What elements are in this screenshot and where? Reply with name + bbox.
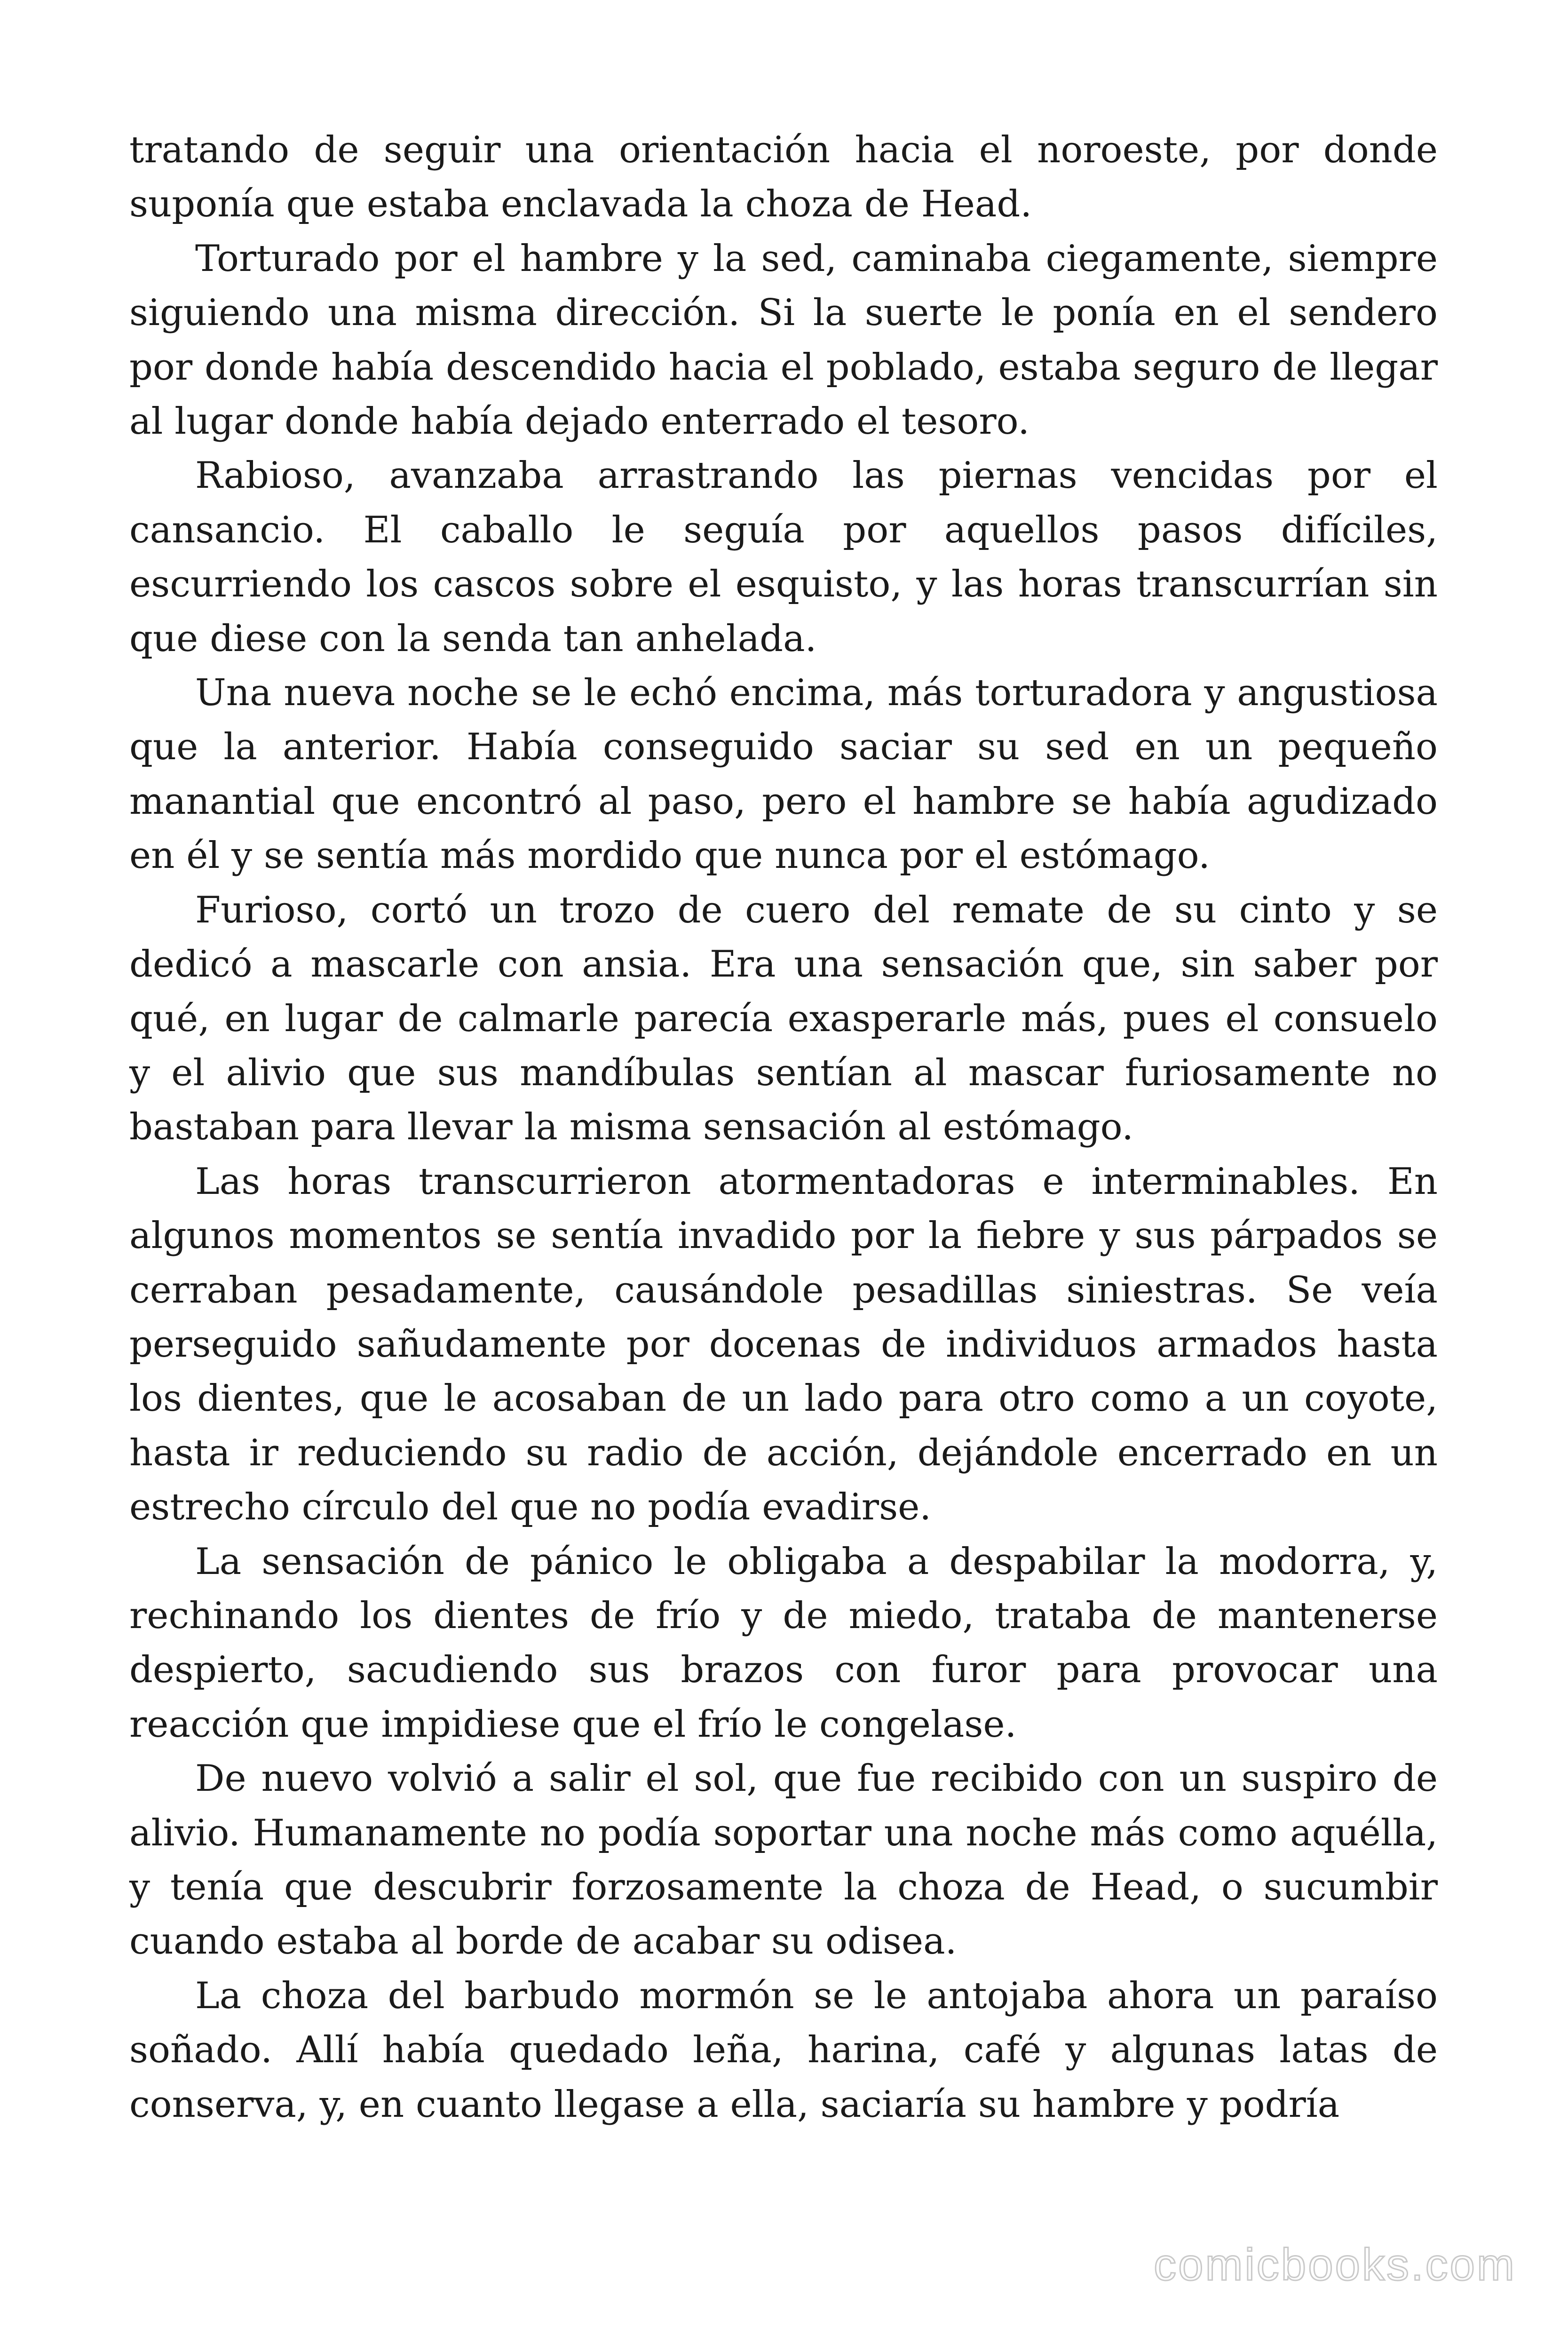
paragraph-3: Rabioso, avanzaba arrastrando las piernas vencidas por el cansancio. El caballo le seguía por aquellos pasos difíciles, escurriendo los cascos sobre el esquisto, y las horas transcurrían sin que diese con la senda tan anhelada. bbox=[129, 454, 1438, 660]
paragraph-1: tratando de seguir una orientación hacia el noroeste, por donde suponía que estaba enclavada la choza de Head. bbox=[129, 129, 1438, 226]
watermark-text: comicbooks.com bbox=[1154, 2240, 1516, 2290]
paragraph-7: La sensación de pánico le obligaba a despabilar la modorra, y, rechinando los dientes de frío y de miedo, trataba de mantenerse despierto, sacudiendo sus brazos con furor para provocar una reacción que impidiese que el frío le congelase. bbox=[129, 1540, 1438, 1746]
paragraph-2: Torturado por el hambre y la sed, caminaba ciegamente, siempre siguiendo una misma dirección. Si la suerte le ponía en el sendero por donde había descendido hacia el poblado, estaba seguro de llegar al lugar donde había dejado enterrado el tesoro. bbox=[129, 237, 1438, 443]
page-body-text bbox=[129, 123, 1438, 2132]
paragraph-8: De nuevo volvió a salir el sol, que fue recibido con un suspiro de alivio. Humanamente no podía soportar una noche más como aquélla, y tenía que descubrir forzosamente la choza de Head, o sucumbir cuando estaba al borde de acabar su odisea. bbox=[129, 1757, 1438, 1963]
paragraph-4: Una nueva noche se le echó encima, más torturadora y angustiosa que la anterior. Había conseguido saciar su sed en un pequeño manantial que encontró al paso, pero el hambre se había agudizado en él y se sentía más mordido que nunca por el estómago. bbox=[129, 672, 1438, 877]
paragraph-9: La choza del barbudo mormón se le antojaba ahora un paraíso soñado. Allí había quedado leña, harina, café y algunas latas de conserva, y, en cuanto llegase a ella, saciaría su hambre y podría bbox=[129, 1974, 1438, 2126]
paragraph-5: Furioso, cortó un trozo de cuero del remate de su cinto y se dedicó a mascarle con ansia. Era una sensación que, sin saber por qué, en lugar de calmarle parecía exasperarle más, pues el consuelo y el alivio que sus mandíbulas sentían al mascar furiosamente no bastaban para llevar la misma sensación al estómago. bbox=[129, 889, 1438, 1149]
paragraph-6: Las horas transcurrieron atormentadoras e interminables. En algunos momentos se sentía invadido por la fiebre y sus párpados se cerraban pesadamente, causándole pesadillas siniestras. Se veía perseguido sañudamente por docenas de individuos armados hasta los dientes, que le acosaban de un lado para otro como a un coyote, hasta ir reduciendo su radio de acción, dejándole encerrado en un estrecho círculo del que no podía evadirse. bbox=[129, 1160, 1438, 1529]
